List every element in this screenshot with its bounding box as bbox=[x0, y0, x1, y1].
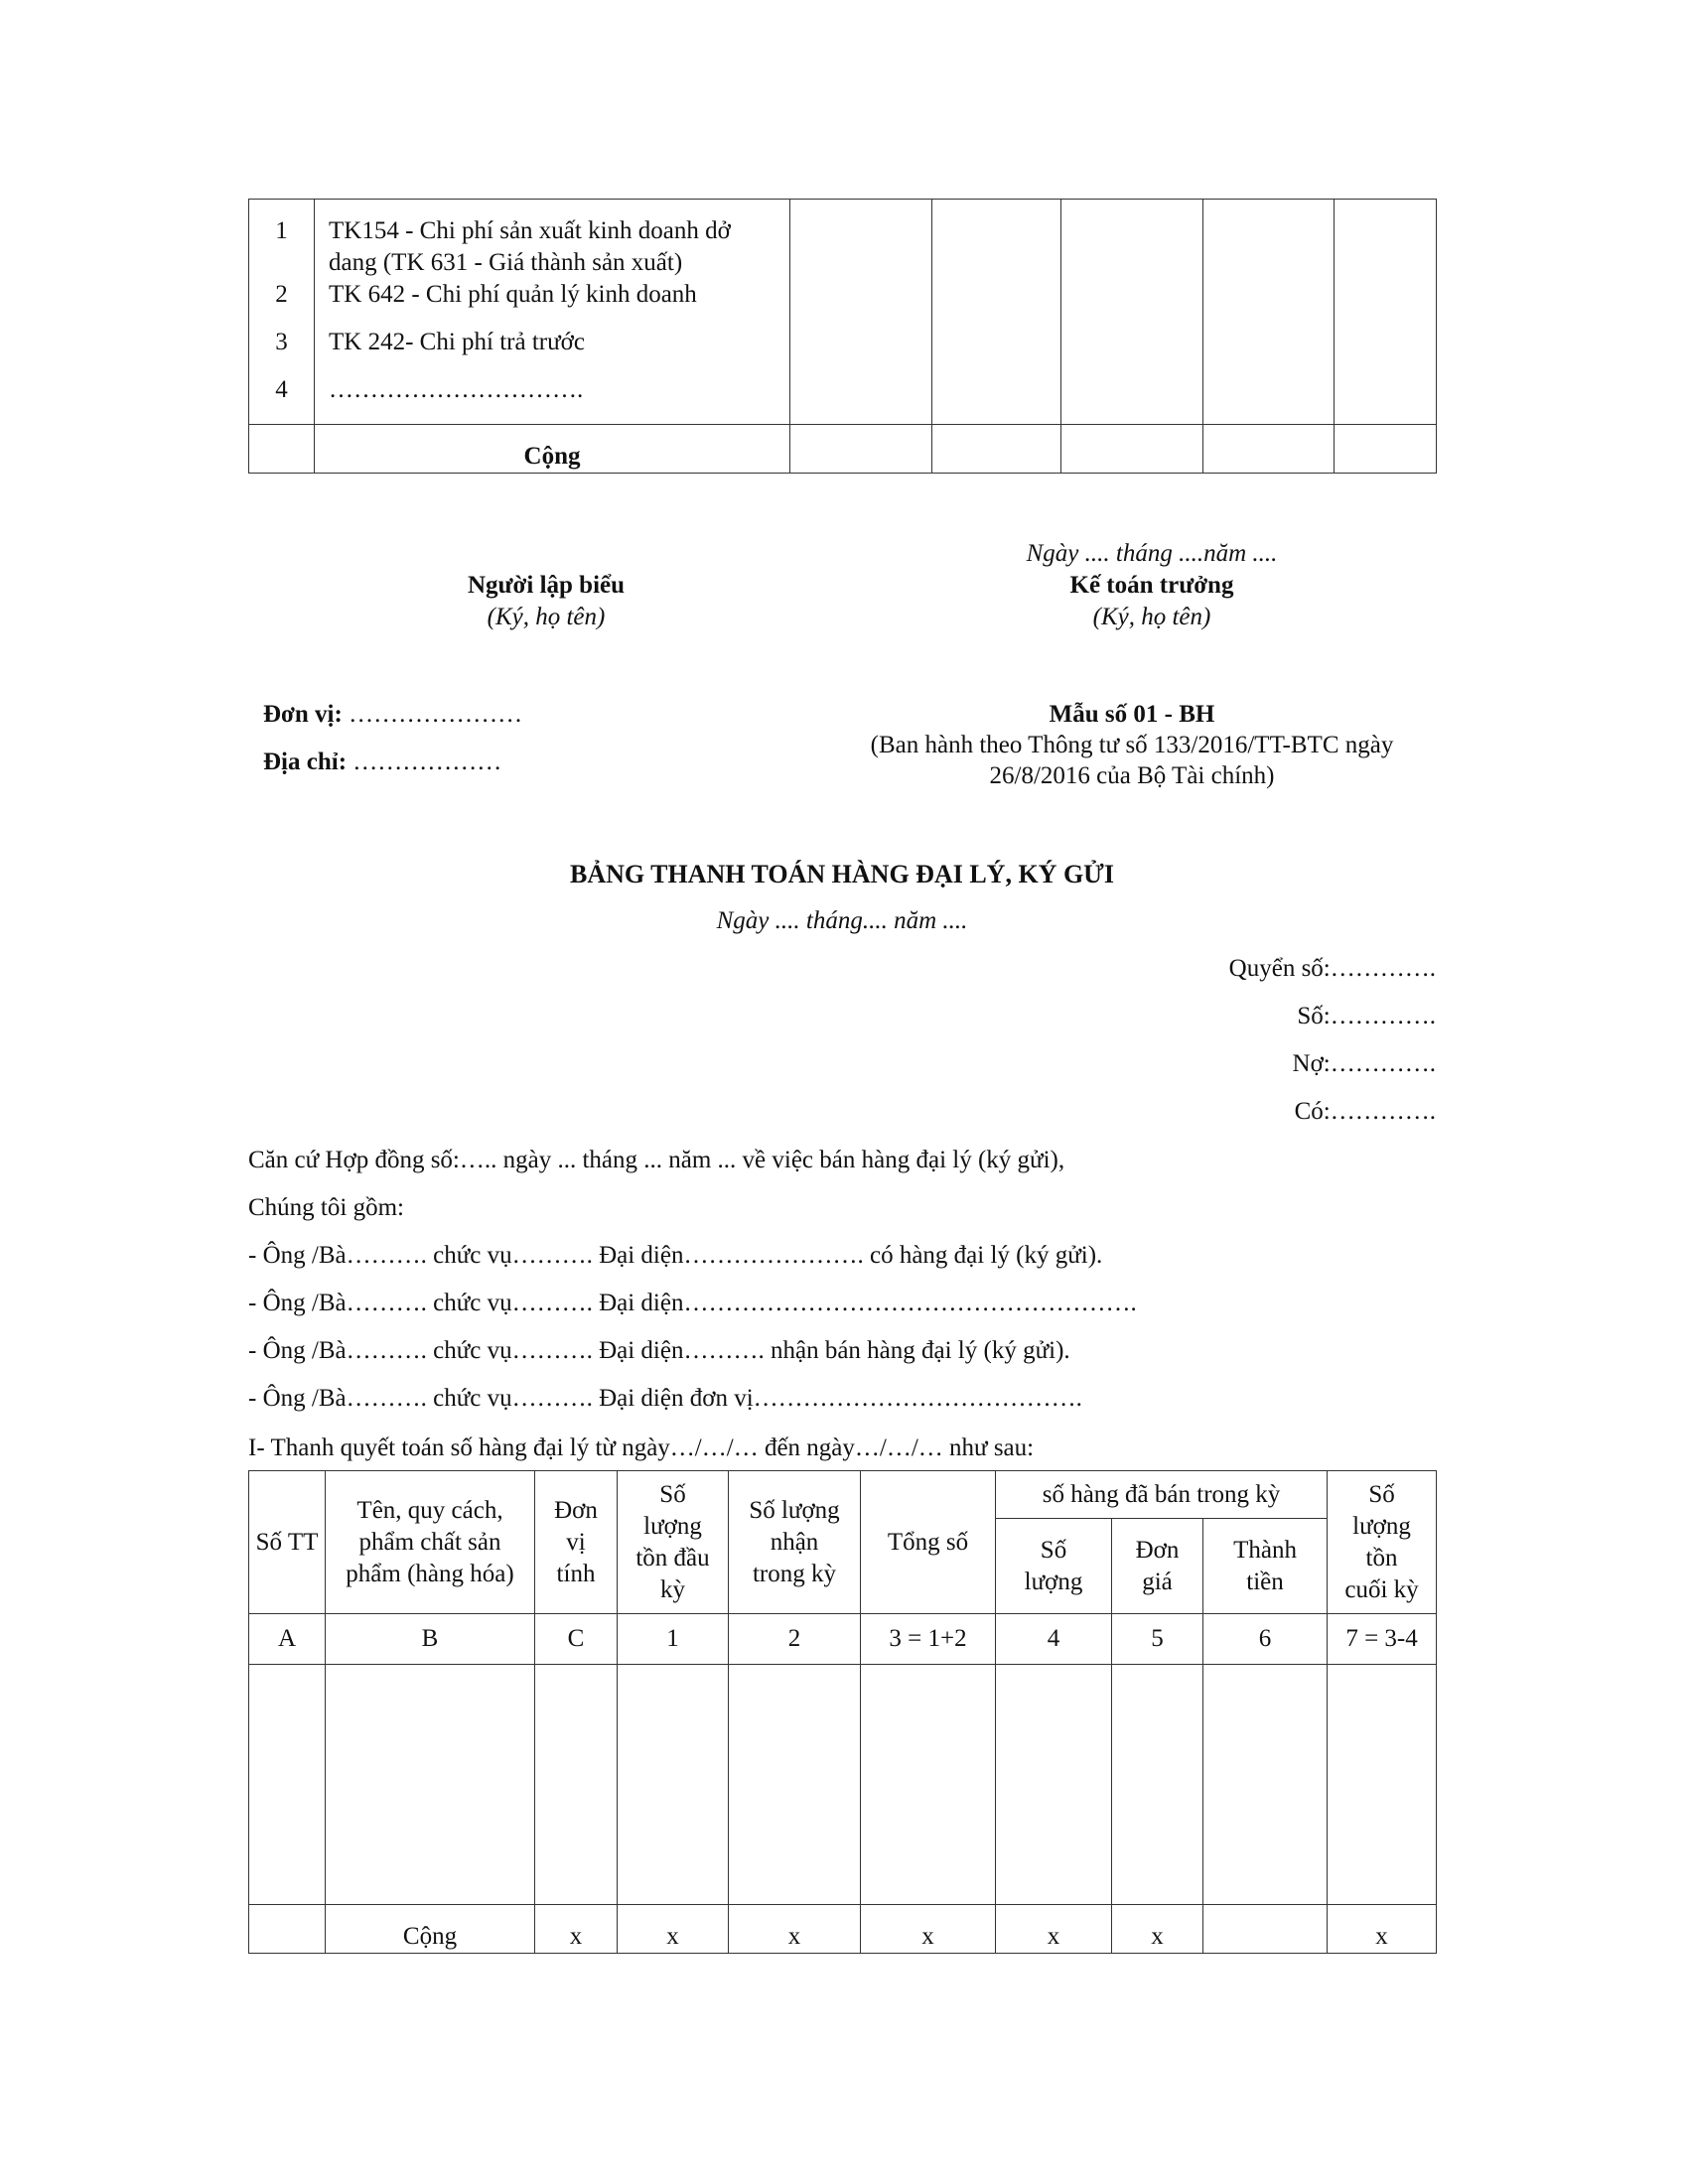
document-title: BẢNG THANH TOÁN HÀNG ĐẠI LÝ, KÝ GỬI bbox=[570, 860, 1114, 888]
column-code: A bbox=[249, 1614, 326, 1665]
total-cell: x bbox=[861, 1905, 996, 1954]
row-numbers-cell bbox=[249, 200, 315, 425]
voucher-number: Số:…………. bbox=[1297, 1003, 1436, 1029]
data-cell[interactable] bbox=[1203, 1665, 1328, 1905]
form-issued-line1: (Ban hành theo Thông tư số 133/2016/TT-BTC ngày bbox=[870, 732, 1394, 758]
data-cell[interactable] bbox=[729, 1665, 861, 1905]
amount-cell[interactable] bbox=[1335, 200, 1437, 425]
account-text: TK 242- Chi phí trả trước bbox=[329, 329, 585, 355]
header-total: Tổng số bbox=[861, 1471, 996, 1614]
column-code-row bbox=[249, 1614, 1437, 1665]
unit-line bbox=[263, 701, 522, 729]
data-cell[interactable] bbox=[249, 1665, 326, 1905]
party-line: - Ông /Bà………. chức vụ………. Đại diện………. nhận bán hàng đại lý (ký gửi). bbox=[248, 1337, 1070, 1364]
header-received: Số lượng nhận trong kỳ bbox=[729, 1471, 861, 1614]
chief-accountant-note: (Ký, họ tên) bbox=[1092, 604, 1211, 630]
header-unit: Đơn vị tính bbox=[535, 1471, 618, 1614]
header-sold-qty: Số lượng bbox=[996, 1519, 1112, 1614]
settlement-table bbox=[248, 1470, 1437, 1954]
data-cell[interactable] bbox=[326, 1665, 535, 1905]
unit-value[interactable]: ………………… bbox=[349, 701, 523, 728]
column-code: 6 bbox=[1203, 1614, 1328, 1665]
address-line bbox=[263, 749, 501, 776]
chief-accountant-title: Kế toán trưởng bbox=[1069, 572, 1234, 599]
amount-cell[interactable] bbox=[790, 200, 932, 425]
party-line: - Ông /Bà………. chức vụ………. Đại diện đơn vị…………………………………. bbox=[248, 1385, 1082, 1412]
row-no: 4 bbox=[275, 376, 288, 403]
amount-cell[interactable] bbox=[932, 200, 1061, 425]
preparer-title: Người lập biểu bbox=[467, 572, 626, 599]
header-sold-amount: Thành tiền bbox=[1203, 1519, 1328, 1614]
header-name: Tên, quy cách, phẩm chất sản phẩm (hàng hóa) bbox=[326, 1471, 535, 1614]
address-label: Địa chỉ: bbox=[263, 749, 348, 775]
form-issued-line2: 26/8/2016 của Bộ Tài chính) bbox=[989, 762, 1275, 789]
total-label: Cộng bbox=[315, 425, 790, 474]
row-text-cell bbox=[315, 200, 790, 425]
total-cell: x bbox=[729, 1905, 861, 1954]
row-no: 2 bbox=[275, 281, 288, 308]
total-cell bbox=[249, 1905, 326, 1954]
party-line: - Ông /Bà………. chức vụ………. Đại diện………………………………………………. bbox=[248, 1290, 1137, 1316]
contract-line: Căn cứ Hợp đồng số:….. ngày ... tháng ... năm ... về việc bán hàng đại lý (ký gửi), bbox=[248, 1147, 1065, 1173]
column-code: 7 = 3-4 bbox=[1328, 1614, 1437, 1665]
account-rows bbox=[249, 200, 1437, 425]
total-cell: x bbox=[618, 1905, 729, 1954]
book-number: Quyển số:…………. bbox=[1228, 955, 1436, 982]
section-heading: I- Thanh quyết toán số hàng đại lý từ ngày…/…/… đến ngày…/…/… như sau: bbox=[248, 1434, 1035, 1461]
header-stt: Số TT bbox=[249, 1471, 326, 1614]
amount-cell[interactable] bbox=[1061, 200, 1203, 425]
data-cell[interactable] bbox=[618, 1665, 729, 1905]
total-row bbox=[249, 1905, 1437, 1954]
total-cell: x bbox=[1112, 1905, 1203, 1954]
column-code: 4 bbox=[996, 1614, 1112, 1665]
total-row bbox=[249, 425, 1437, 474]
column-code: 2 bbox=[729, 1614, 861, 1665]
debit-account: Nợ:…………. bbox=[1292, 1050, 1436, 1077]
header-closing: Số lượng tồn cuối kỳ bbox=[1328, 1471, 1437, 1614]
column-code: B bbox=[326, 1614, 535, 1665]
row-no: 1 bbox=[275, 217, 288, 244]
account-text: TK154 - Chi phí sản xuất kinh doanh dở dang (TK 631 - Giá thành sản xuất) bbox=[329, 217, 731, 276]
header-sold-price: Đơn giá bbox=[1112, 1519, 1203, 1614]
credit-account: Có:…………. bbox=[1294, 1098, 1436, 1125]
account-text: …………………………. bbox=[329, 376, 584, 403]
column-code: 1 bbox=[618, 1614, 729, 1665]
form-code: Mẫu số 01 - BH bbox=[1049, 701, 1215, 728]
data-row bbox=[249, 1665, 1437, 1905]
total-cell: x bbox=[1328, 1905, 1437, 1954]
total-amount-cell[interactable] bbox=[1203, 1905, 1328, 1954]
total-cell[interactable] bbox=[1335, 425, 1437, 474]
column-code: 5 bbox=[1112, 1614, 1203, 1665]
account-text: TK 642 - Chi phí quản lý kinh doanh bbox=[329, 281, 697, 308]
parties-intro: Chúng tôi gồm: bbox=[248, 1194, 404, 1221]
row-no: 3 bbox=[275, 329, 288, 355]
address-value[interactable]: ……………… bbox=[352, 749, 502, 775]
preparer-note: (Ký, họ tên) bbox=[487, 604, 606, 630]
column-code: C bbox=[535, 1614, 618, 1665]
total-cell[interactable] bbox=[790, 425, 932, 474]
column-code: 3 = 1+2 bbox=[861, 1614, 996, 1665]
total-cell[interactable] bbox=[932, 425, 1061, 474]
total-cell[interactable] bbox=[1203, 425, 1335, 474]
party-line: - Ông /Bà………. chức vụ………. Đại diện…………………. có hàng đại lý (ký gửi). bbox=[248, 1242, 1103, 1269]
data-cell[interactable] bbox=[1328, 1665, 1437, 1905]
header-opening: Số lượng tồn đầu kỳ bbox=[618, 1471, 729, 1614]
total-label: Cộng bbox=[326, 1905, 535, 1954]
total-cell: x bbox=[996, 1905, 1112, 1954]
total-no-cell bbox=[249, 425, 315, 474]
data-cell[interactable] bbox=[535, 1665, 618, 1905]
signature-date: Ngày .... tháng ....năm .... bbox=[1026, 540, 1278, 567]
total-cell: x bbox=[535, 1905, 618, 1954]
data-cell[interactable] bbox=[1112, 1665, 1203, 1905]
header-sold-group: số hàng đã bán trong kỳ bbox=[996, 1471, 1328, 1519]
unit-label: Đơn vị: bbox=[263, 701, 343, 728]
header-row-1 bbox=[249, 1471, 1437, 1519]
data-cell[interactable] bbox=[996, 1665, 1112, 1905]
document-date: Ngày .... tháng.... năm .... bbox=[716, 907, 968, 934]
cost-account-table bbox=[248, 199, 1437, 474]
data-cell[interactable] bbox=[861, 1665, 996, 1905]
total-cell[interactable] bbox=[1061, 425, 1203, 474]
amount-cell[interactable] bbox=[1203, 200, 1335, 425]
